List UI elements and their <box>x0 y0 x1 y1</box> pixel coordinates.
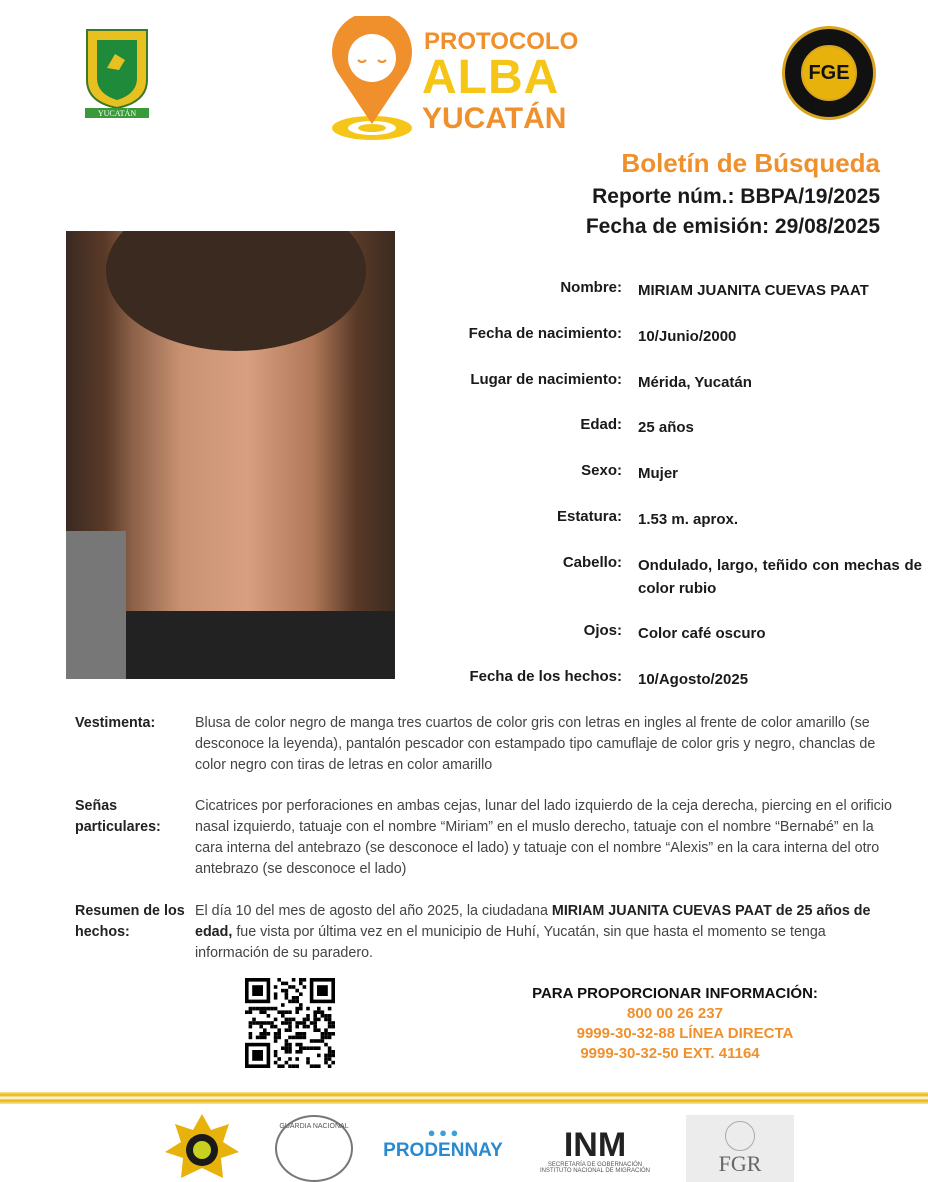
yucatan-coat-of-arms-logo <box>83 28 151 118</box>
svg-text:YUCATÁN: YUCATÁN <box>97 109 137 118</box>
marks-text: Cicatrices por perforaciones en ambas cejas, lunar del lado izquierdo de la ceja derecha, piercing en el orificio nasal izquierdo, tatuaje con el nombre “Miriam” en el muslo derecho, tatuaje con el nombre “Bernabé” en la cara interna del antebrazo (se desconoce el lado) y tatuaje con el nombre “Alexis” en la cara interna del otro antebrazo (se desconoce el lado) <box>195 798 892 877</box>
security-badge-logo <box>163 1112 241 1182</box>
detail-value: Ondulado, largo, teñido con mechas de color rubio <box>638 557 922 597</box>
detail-label: Fecha de los hechos: <box>469 668 622 685</box>
detail-label: Nombre: <box>560 279 622 296</box>
logo-line-3: YUCATÁN <box>422 102 567 135</box>
detail-value: 25 años <box>638 419 694 436</box>
detail-label: Fecha de nacimiento: <box>468 325 622 342</box>
summary-text: El día 10 del mes de agosto del año 2025, la ciudadana MIRIAM JUANITA CUEVAS PAAT de 25 años de edad, fue vista por última vez en el municipio de Huhí, Yucatán, sin que hasta el momento se tenga información de su paradero. <box>195 903 871 961</box>
detail-value: Mérida, Yucatán <box>638 374 752 391</box>
report-number: Reporte núm.: BBPA/19/2025 <box>592 185 880 208</box>
bulletin-title: Boletín de Búsqueda <box>621 148 880 178</box>
clothing-text: Blusa de color negro de manga tres cuartos de color gris con letras en ingles al frente de color amarillo (se desconoce la leyenda), pantalón pescador con estampado tipo camuflaje de color gris y negro, chanclas de color negro con tiras de letras en color amarillo <box>195 715 876 773</box>
detail-label: Estatura: <box>556 508 622 525</box>
prodennay-logo: ● ● ● PRODENNAY <box>383 1124 503 1161</box>
phone-toll-free[interactable]: 800 00 26 237 <box>627 1005 723 1022</box>
summary-label: Resumen de los hechos: <box>75 903 185 940</box>
detail-value: MIRIAM JUANITA CUEVAS PAAT <box>638 282 869 299</box>
fge-seal-logo: FGE <box>782 26 876 120</box>
footer-divider <box>0 1092 928 1104</box>
detail-label: Edad: <box>580 416 622 433</box>
summary-section <box>75 901 905 971</box>
detail-label: Cabello: <box>562 554 622 571</box>
missing-person-photo <box>66 231 395 679</box>
logo-line-1: PROTOCOLO <box>424 28 579 55</box>
contact-block <box>500 984 850 1064</box>
detail-label: Ojos: <box>583 622 622 639</box>
marks-section <box>75 796 905 886</box>
inm-logo: INM SECRETARÍA DE GOBERNACIÓN INSTITUTO NACIONAL DE MIGRACIÓN <box>539 1126 650 1174</box>
detail-value: 10/Agosto/2025 <box>638 671 749 688</box>
detail-value: Mujer <box>638 465 679 482</box>
detail-label: Lugar de nacimiento: <box>470 371 622 388</box>
guardia-nacional-logo: GUARDIA NACIONAL <box>275 1115 353 1182</box>
detail-value: 10/Junio/2000 <box>638 328 737 345</box>
fgr-logo: FGR <box>686 1115 794 1182</box>
contact-heading: PARA PROPORCIONAR INFORMACIÓN: <box>532 985 818 1002</box>
phone-direct-line[interactable]: 9999-30-32-88 LÍNEA DIRECTA <box>576 1025 794 1042</box>
phone-extension[interactable]: 9999-30-32-50 EXT. 41164 <box>580 1045 760 1062</box>
detail-value: Color café oscuro <box>638 625 766 642</box>
detail-value: 1.53 m. aprox. <box>638 511 739 528</box>
detail-label: Sexo: <box>581 462 622 479</box>
protocolo-alba-logo <box>322 16 592 144</box>
logo-line-2: ALBA <box>422 51 560 104</box>
clothing-section <box>75 713 905 783</box>
marks-label: Señas particulares: <box>75 798 161 835</box>
qr-code[interactable] <box>245 978 335 1068</box>
issue-date: Fecha de emisión: 29/08/2025 <box>585 215 880 238</box>
clothing-label: Vestimenta: <box>75 715 156 731</box>
